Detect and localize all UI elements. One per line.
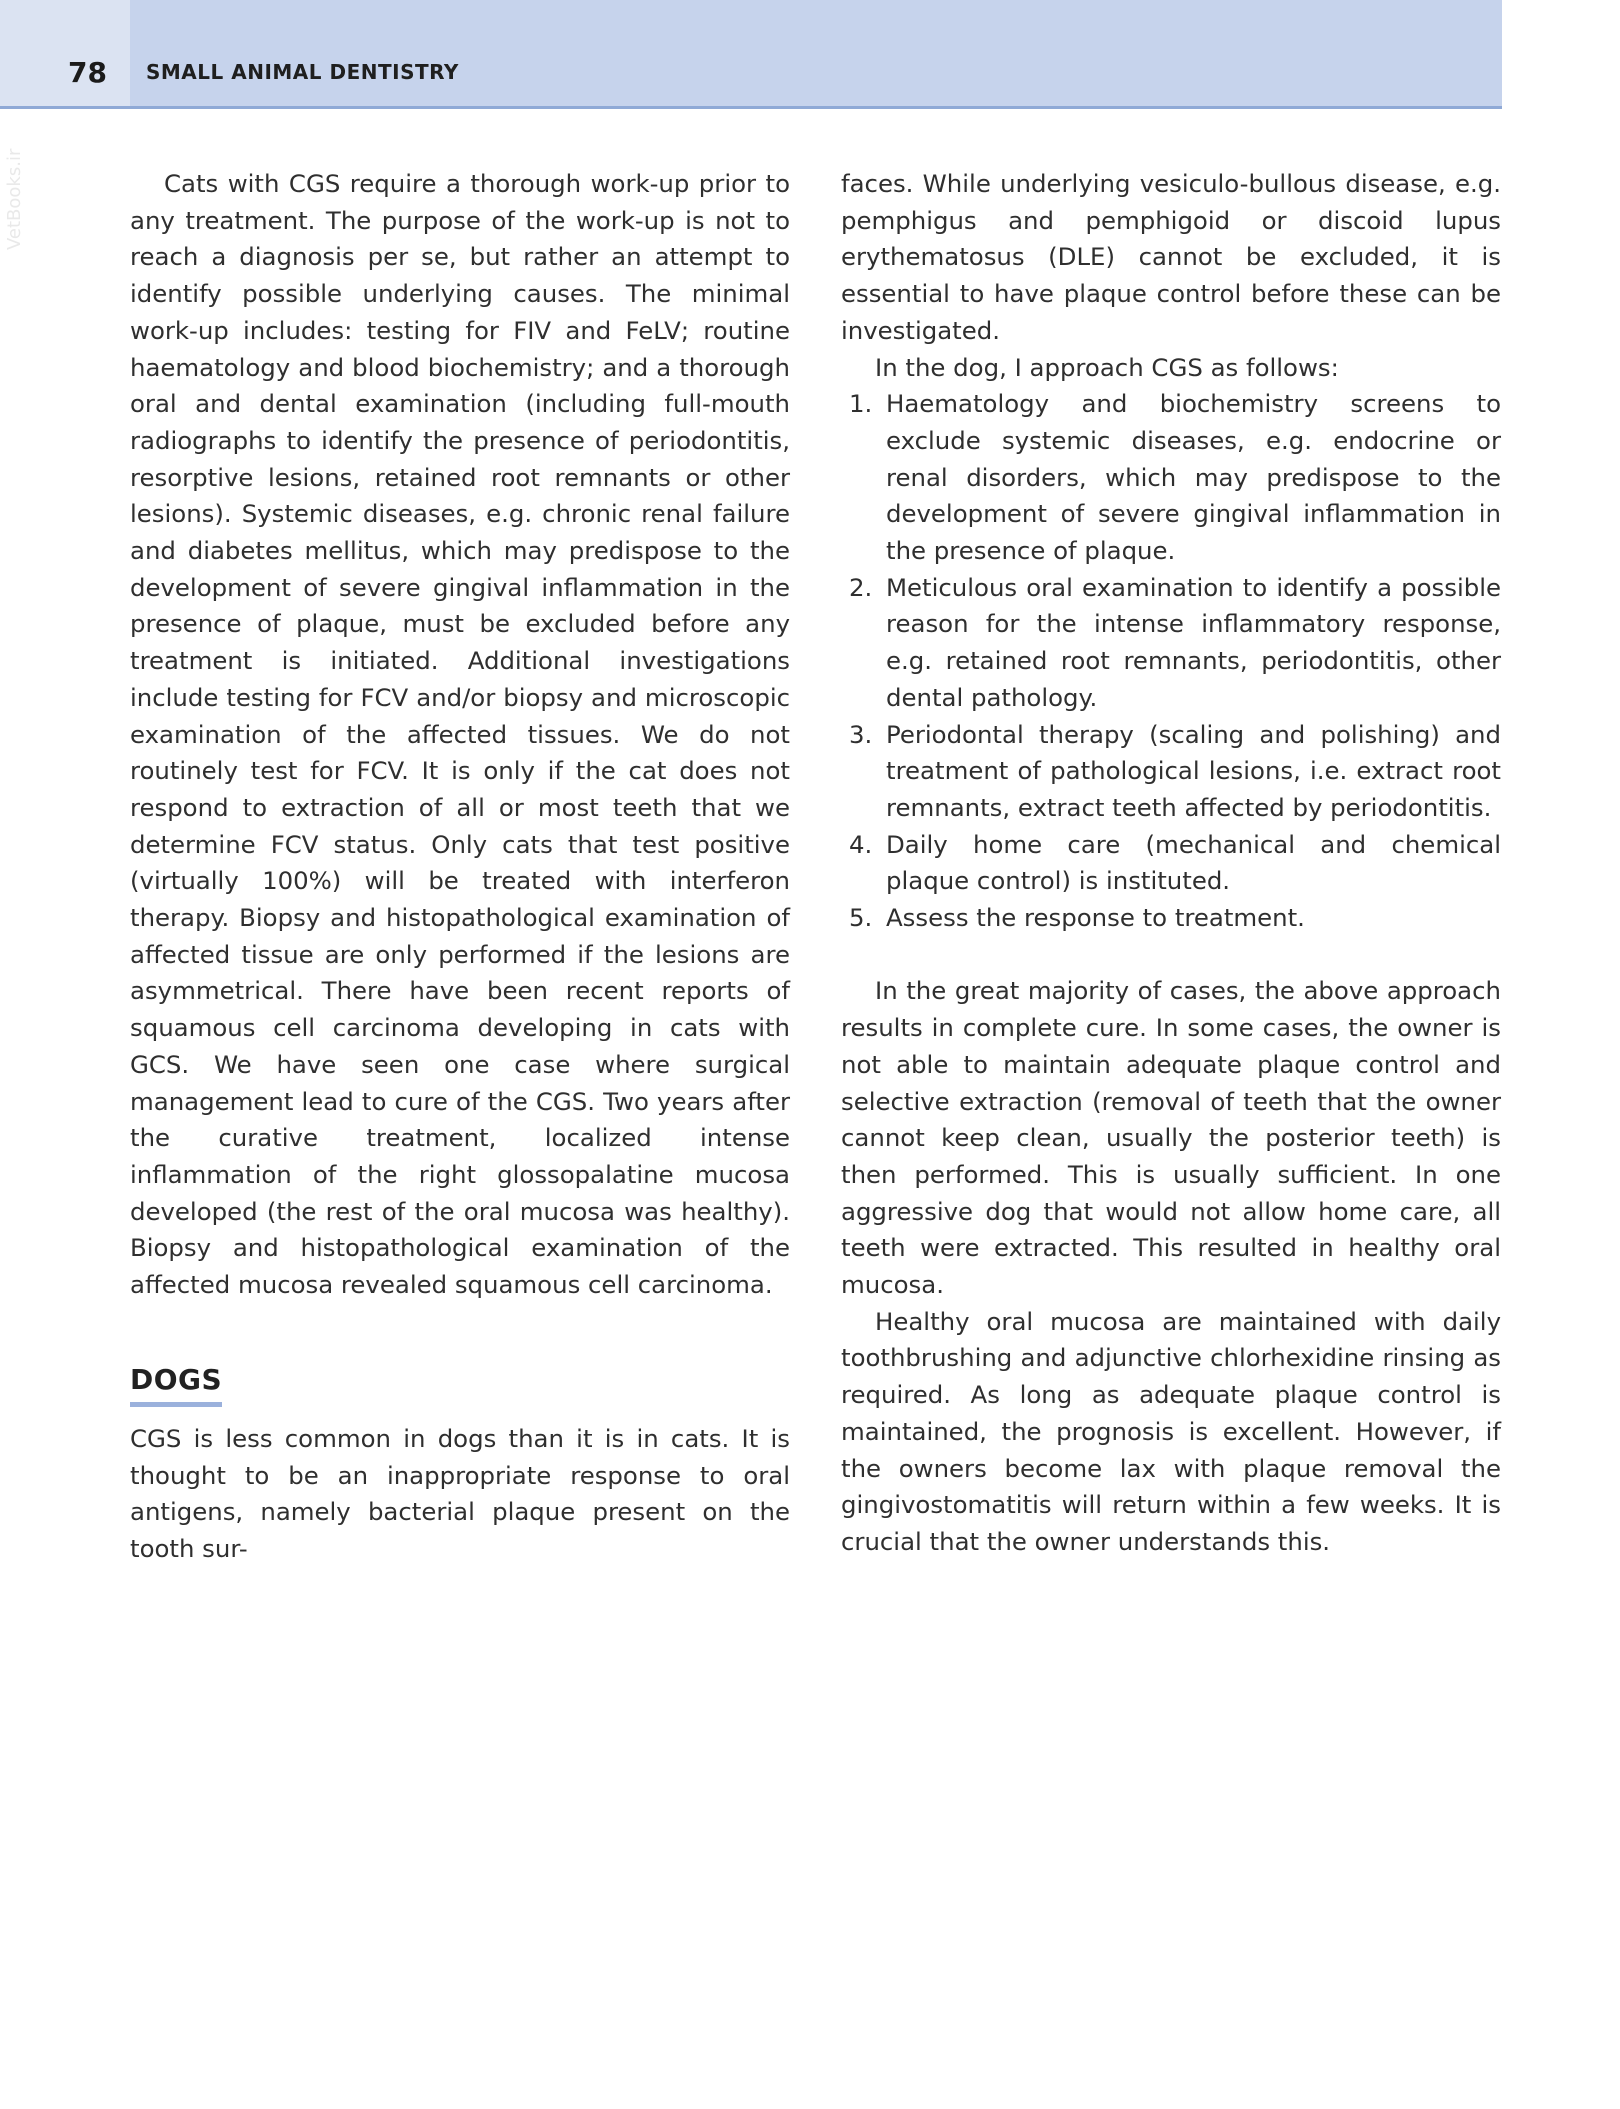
list-item-number: 2. xyxy=(849,572,873,602)
body-paragraph-maintenance: Healthy oral mucosa are maintained with daily toothbrushing and adjunctive chlorhexidine rinsing as required. As long as adequate plaque control is maintained, the prognosis is excellent. However, if the owners become lax with plaque removal the gingivostomatitis will return within a few weeks. It is crucial that the owner understands this. xyxy=(841,1306,1501,1556)
list-item-text: Periodontal therapy (scaling and polishing) and treatment of pathological lesions, i.e. extract root remnants, extract teeth affected by periodontitis. xyxy=(886,719,1501,822)
list-item xyxy=(841,717,1501,827)
section-heading-dogs: DOGS xyxy=(130,1362,222,1407)
list-item-number: 3. xyxy=(849,719,873,749)
running-head: SMALL ANIMAL DENTISTRY xyxy=(146,60,459,84)
watermark: VetBooks.ir xyxy=(4,148,25,250)
list-item-text: Assess the response to treatment. xyxy=(886,903,1305,933)
list-item-text: Meticulous oral examination to identify a possible reason for the intense inflammatory response, e.g. retained root remnants, periodontitis, other dental pathology. xyxy=(886,572,1501,712)
approach-steps-list xyxy=(841,386,1501,937)
list-item-text: Haematology and biochemistry screens to exclude systemic diseases, e.g. endocrine or renal disorders, which may predispose to the development of severe gingival inflammation in the presence of plaque. xyxy=(886,389,1501,566)
left-column xyxy=(130,166,790,1568)
list-item xyxy=(841,570,1501,717)
list-item-text: Daily home care (mechanical and chemical plaque control) is instituted. xyxy=(886,829,1501,896)
body-paragraph-outcome: In the great majority of cases, the above approach results in complete cure. In some cases, the owner is not able to maintain adequate plaque control and selective extraction (removal of teeth that the owner cannot keep clean, usually the posterior teeth) is then performed. This is usually sufficient. In one aggressive dog that would not allow home care, all teeth were extracted. This resulted in healthy oral mucosa. xyxy=(841,976,1501,1300)
header-band xyxy=(0,0,1502,109)
page-number: 78 xyxy=(68,56,107,89)
right-column xyxy=(841,166,1501,1561)
body-paragraph-dogs-intro: CGS is less common in dogs than it is in cats. It is thought to be an inappropriate response to oral antigens, namely bacterial plaque present on the tooth sur- xyxy=(130,1423,790,1563)
body-paragraph-continued: faces. While underlying vesiculo-bullous disease, e.g. pemphigus and pemphigoid or discoid lupus erythematosus (DLE) cannot be excluded, it is essential to have plaque control before these can be investigated. xyxy=(841,169,1501,345)
list-item-number: 5. xyxy=(849,903,873,933)
body-paragraph-cats-workup: Cats with CGS require a thorough work-up prior to any treatment. The purpose of the work-up is not to reach a diagnosis per se, but rather an attempt to identify possible underlying causes. The minimal work-up includes: testing for FIV and FeLV; routine haematology and blood biochemistry; and a thorough oral and dental examination (including full-mouth radiographs to identify the presence of periodontitis, resorptive lesions, retained root remnants or other lesions). Systemic diseases, e.g. chronic renal failure and diabetes mellitus, which may predispose to the development of severe gingival inflammation in the presence of plaque, must be excluded before any treatment is initiated. Additional investigations include testing for FCV and/or biopsy and microscopic examination of the affected tissues. We do not routinely test for FCV. It is only if the cat does not respond to extraction of all or most teeth that we determine FCV status. Only cats that test positive (virtually 100%) will be treated with interferon therapy. Biopsy and histopathological examination of affected tissue are only performed if the lesions are asymmetrical. There have been recent reports of squamous cell carcinoma developing in cats with GCS. We have seen one case where surgical management lead to cure of the CGS. Two years after the curative treatment, localized intense inflammation of the right glossopalatine mucosa developed (the rest of the oral mucosa was healthy). Biopsy and histopathological examination of the affected mucosa revealed squamous cell carcinoma. xyxy=(130,169,790,1300)
list-item xyxy=(841,827,1501,900)
approach-intro: In the dog, I approach CGS as follows: xyxy=(875,352,1339,382)
list-item xyxy=(841,386,1501,570)
page-number-box xyxy=(0,0,130,106)
list-item-number: 4. xyxy=(849,829,873,859)
list-item-number: 1. xyxy=(849,389,873,419)
list-item xyxy=(841,900,1501,937)
